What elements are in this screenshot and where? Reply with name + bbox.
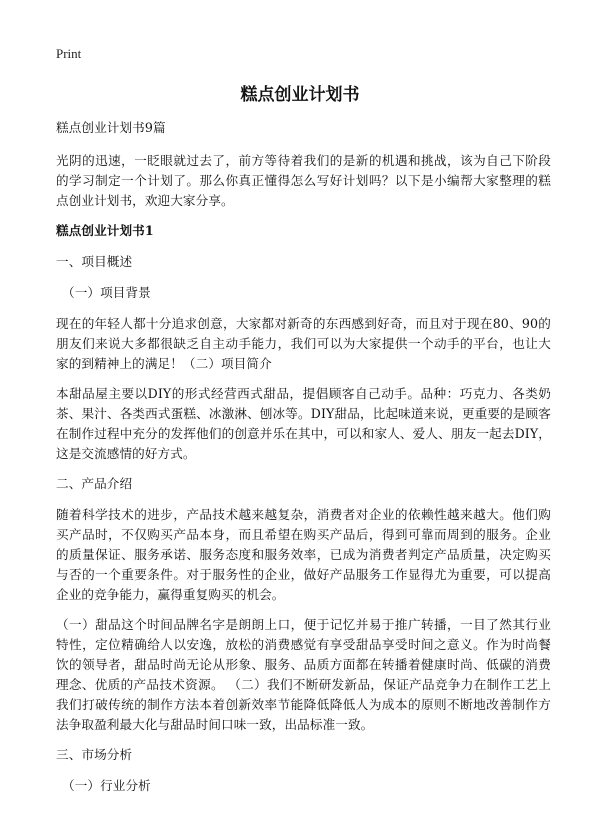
paragraph-background: 现在的年轻人都十分追求创意，大家都对新奇的东西感到好奇，而且对于现在80、90的朋友们来说大多都很缺乏自主动手能力，我们可以为大家提供一个动手的平台，也让大家的到精神上的满足！（二）项目简介 bbox=[56, 316, 551, 371]
intro-paragraph: 光阴的迅速，一眨眼就过去了，前方等待着我们的是新的机遇和挑战，该为自己下阶段的学习制定一个计划了。那么你真正懂得怎么写好计划吗？以下是小编帮大家整理的糕点创业计划书，欢迎大家分享。 bbox=[56, 153, 551, 208]
paragraph-shop-intro: 本甜品屋主要以DIY的形式经营西式甜品，提倡顾客自己动手。品种：巧克力、各类奶茶、果汁、各类西式蛋糕、冰激淋、刨冰等。DIY甜品，比起味道来说，更重要的是顾客在制作过程中充分的发挥他们的创意并乐在其中，可以和家人、爱人、朋友一起去DIY，这是交流感情的好方式。 bbox=[56, 386, 551, 461]
document-subtitle: 糕点创业计划书9篇 bbox=[56, 120, 166, 135]
heading-background: （一）项目背景 bbox=[62, 285, 151, 300]
heading-overview: 一、项目概述 bbox=[56, 254, 133, 269]
heading-industry: （一）行业分析 bbox=[62, 778, 151, 793]
heading-market: 三、市场分析 bbox=[56, 747, 133, 762]
paragraph-products-2: （一）甜品这个时间品牌名字是朗朗上口，便于记忆并易于推广转播，一目了然其行业特性，定位精确给人以安逸，放松的消费感觉有享受甜品享受时间之意义。作为时尚餐饮的领导者，甜品时尚无论从形象、服务、品质方面都在转播着健康时尚、低碳的消费理念、优质的产品技术资源。 （二）我们不断研发新品，保证产品竞争力在制作工艺上我们打破传统的制作方法本着创新效率节能降低降低人为成本的原则不断地改善制作方法争取盈利最大化与甜品时间口味一致，出品标准一致。 bbox=[56, 617, 551, 732]
document-title: 糕点创业计划书 bbox=[240, 85, 360, 105]
section-title: 糕点创业计划书1 bbox=[56, 223, 154, 238]
print-link[interactable]: Print bbox=[56, 46, 82, 61]
heading-products: 二、产品介绍 bbox=[56, 476, 133, 491]
paragraph-products-1: 随着科学技术的进步，产品技术越来越复杂，消费者对企业的依赖性越来越大。他们购买产品时，不仅购买产品本身，而且希望在购买产品后，得到可靠而周到的服务。企业的质量保证、服务承诺、服务态度和服务效率，已成为消费者判定产品质量，决定购买与否的一个重要条件。对于服务性的企业，做好产品服务工作显得尤为重要，可以提高企业的竞争能力，赢得重复购买的机会。 bbox=[56, 507, 551, 602]
document-body bbox=[56, 118, 551, 807]
